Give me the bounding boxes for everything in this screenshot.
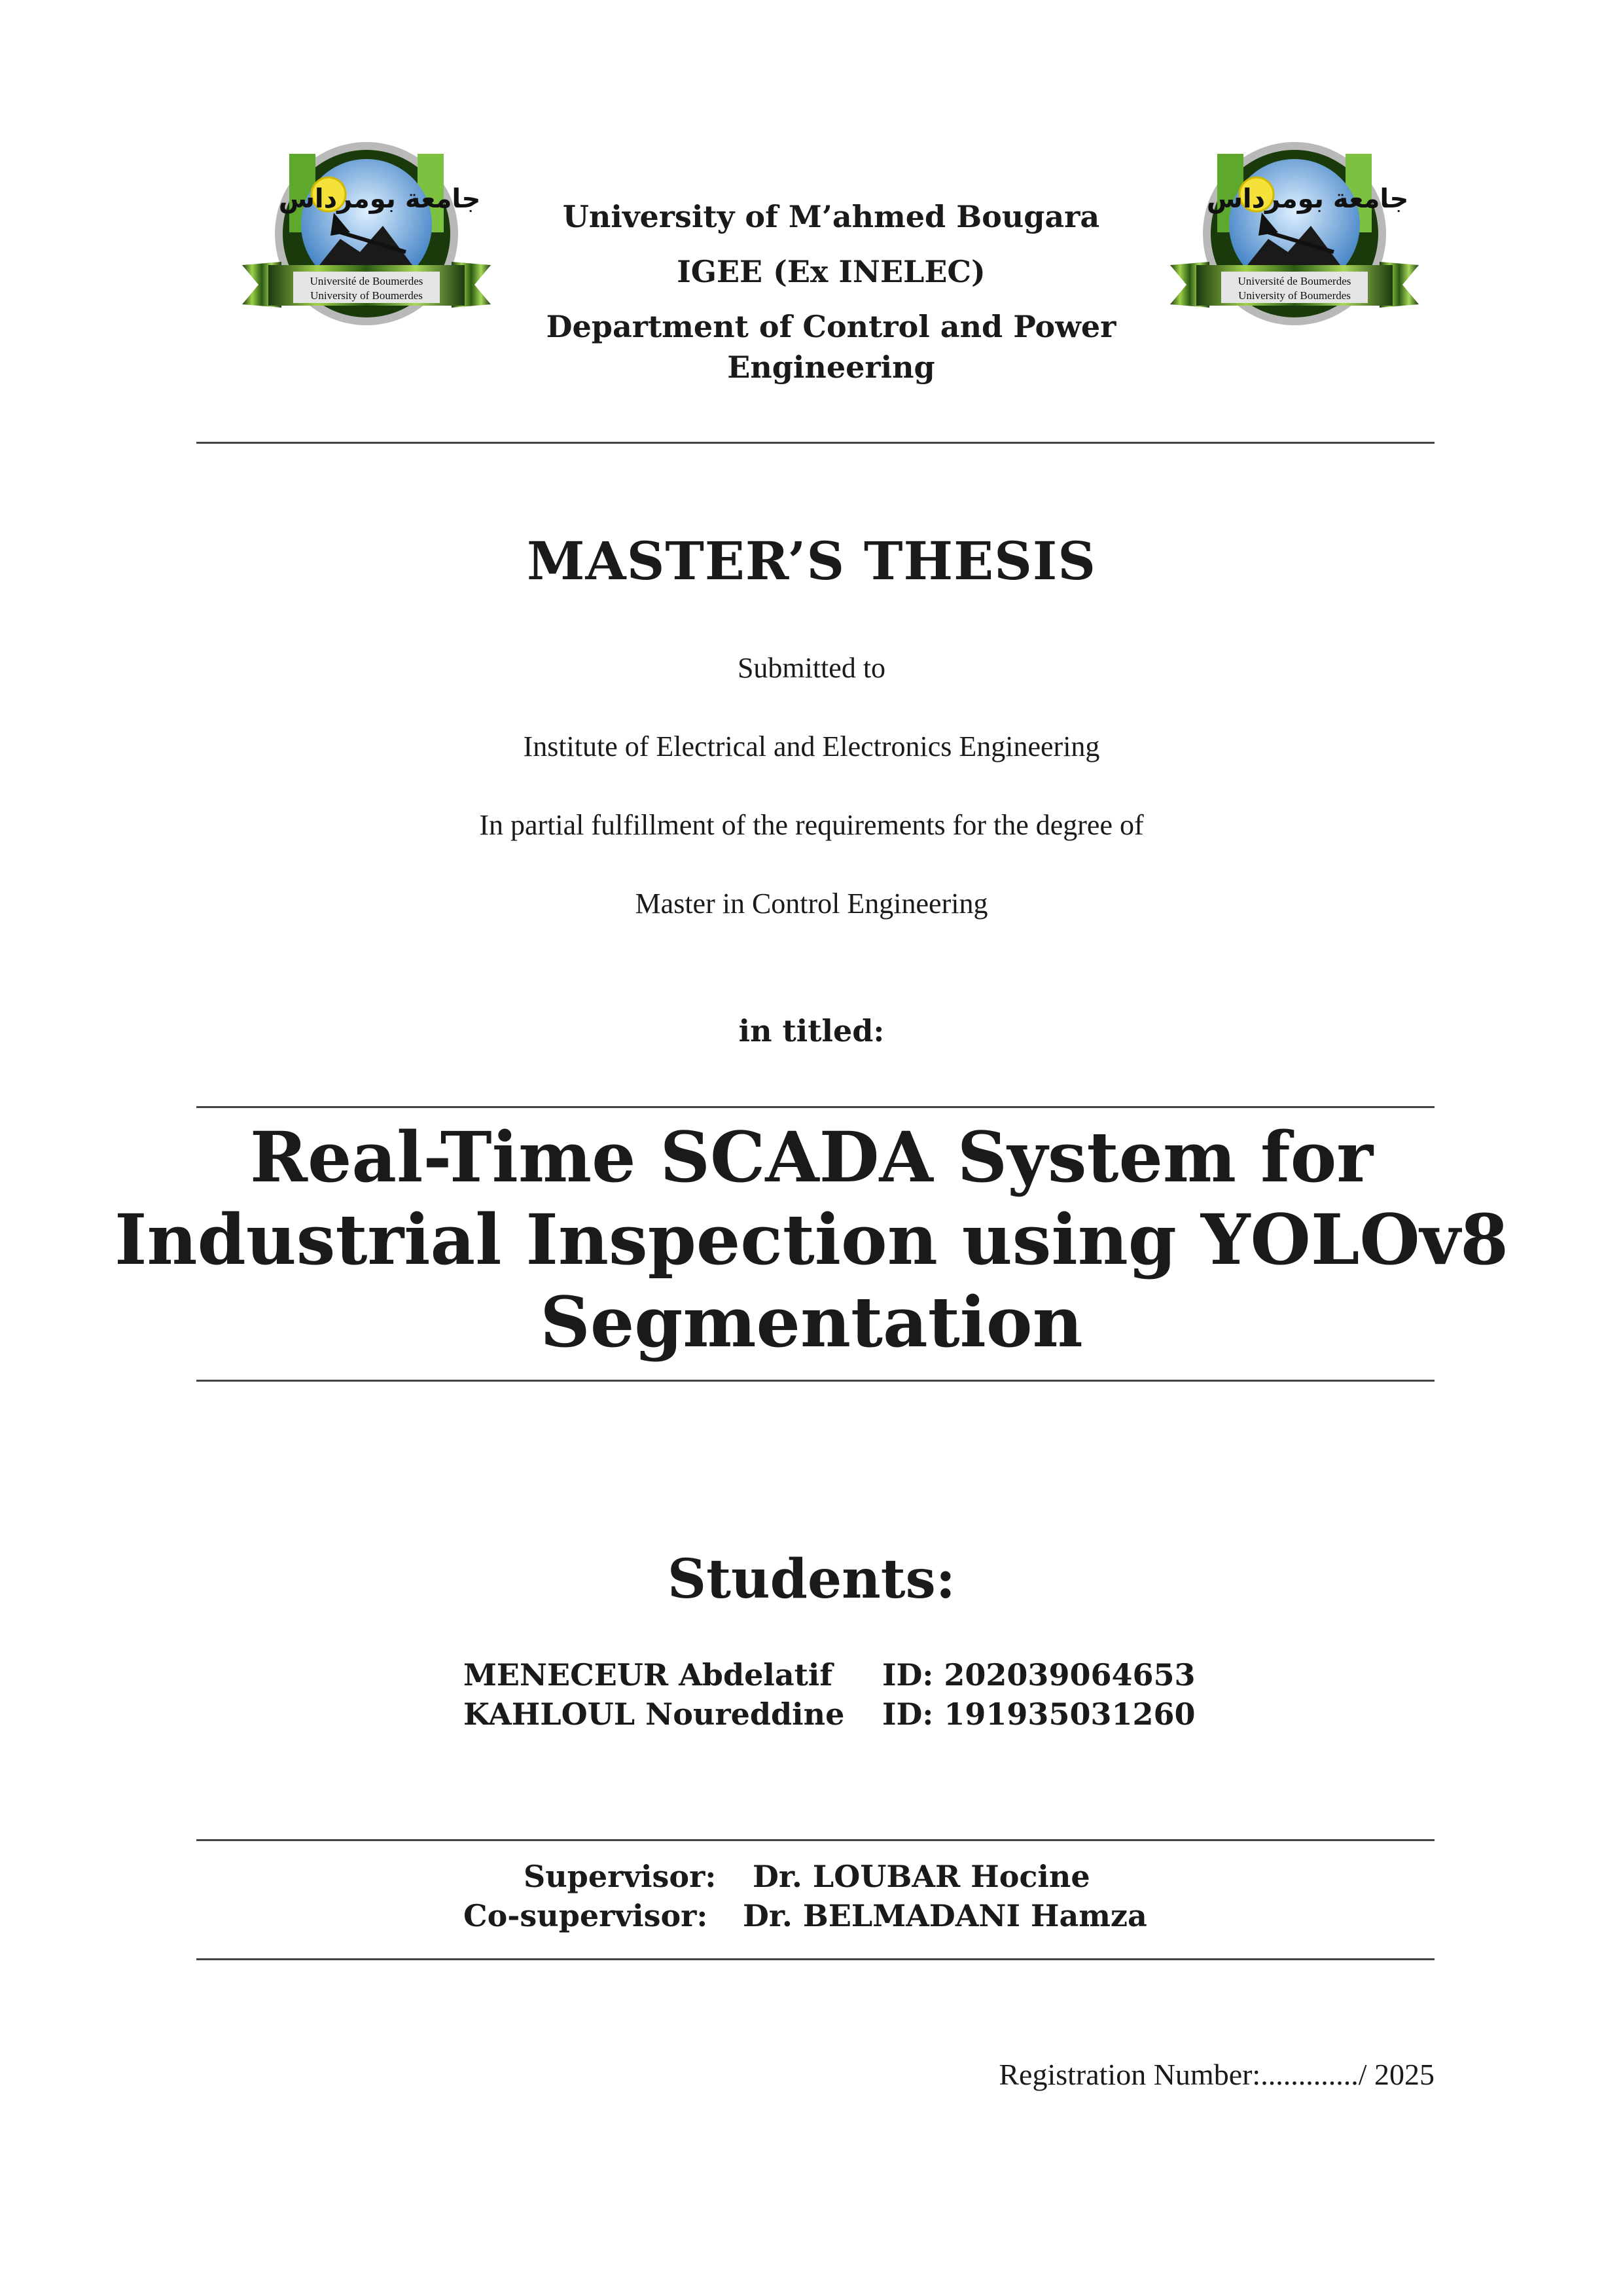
logo-arabic-text: جامعة بومرداس: [1206, 184, 1409, 214]
divider: [196, 1380, 1435, 1382]
title-line-2: Industrial Inspection using YOLOv8: [114, 1198, 1509, 1280]
divider: [196, 1958, 1435, 1960]
department-line-1: Department of Control and Power: [546, 309, 1116, 344]
degree-name: Master in Control Engineering: [635, 888, 988, 920]
divider: [196, 1106, 1435, 1108]
student-name: KAHLOUL Noureddine: [463, 1696, 845, 1732]
titled-label: in titled:: [738, 1013, 885, 1049]
logo-english-text: University of Boumerdes: [310, 289, 423, 302]
logo-french-text: Université de Boumerdes: [1238, 275, 1351, 287]
supervisor-label: Supervisor:: [524, 1859, 717, 1894]
submitted-to: Submitted to: [737, 652, 886, 684]
divider: [196, 442, 1435, 444]
fulfillment-text: In partial fulfillment of the requirements for the degree of: [479, 809, 1144, 841]
student-id: ID: 191935031260: [882, 1696, 1196, 1732]
supervisor-name: Dr. LOUBAR Hocine: [753, 1859, 1090, 1894]
logo-arabic-text: جامعة بومرداس: [278, 184, 481, 214]
university-name: University of M’ahmed Bougara: [562, 199, 1100, 234]
students-heading: Students:: [667, 1548, 956, 1611]
university-logo-left: [242, 134, 491, 331]
registration-number: Registration Number:............./ 2025: [999, 2058, 1435, 2091]
cosupervisor-name: Dr. BELMADANI Hamza: [743, 1898, 1147, 1933]
divider: [196, 1839, 1435, 1841]
logo-french-text: Université de Boumerdes: [310, 275, 423, 287]
department-line-2: Engineering: [727, 350, 935, 385]
student-name: MENECEUR Abdelatif: [463, 1657, 833, 1693]
logo-english-text: University of Boumerdes: [1238, 289, 1351, 302]
university-logo-right: [1170, 134, 1419, 331]
header-block: [504, 196, 1158, 387]
thesis-heading: MASTER’S THESIS: [526, 530, 1097, 592]
cosupervisor-label: Co-supervisor:: [463, 1898, 708, 1933]
institution-name: Institute of Electrical and Electronics Engineering: [523, 730, 1100, 762]
title-line-1: Real-Time SCADA System for: [249, 1116, 1374, 1198]
title-line-3: Segmentation: [540, 1281, 1083, 1363]
student-id: ID: 202039064653: [882, 1657, 1196, 1693]
institute-name: IGEE (Ex INELEC): [677, 254, 986, 289]
thesis-title: [0, 1116, 1623, 1363]
